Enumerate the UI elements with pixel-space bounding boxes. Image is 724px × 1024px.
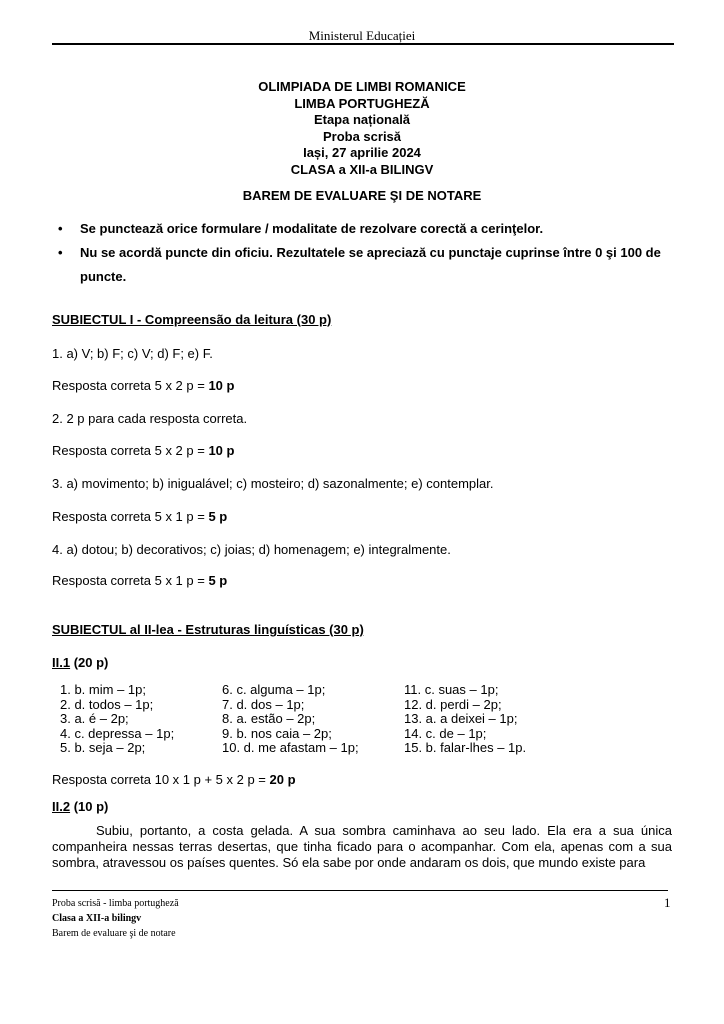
answer-item: 9. b. nos caia – 2p; [222,725,332,741]
answer-2: 2. 2 p para cada resposta correta. [52,411,248,426]
section-label: II.1 [52,655,71,670]
score-line-1 [52,378,234,393]
section-ii2-heading [52,799,108,814]
bullet-icon: • [58,221,63,236]
score-line-ii1 [52,772,296,787]
text-paragraph: Subiu, portanto, a costa gelada. A sua sombra caminhava ao seu lado. Ela era a sua única companheira nessas terras desertas, que tinha ficado para o acompanhar. Com ela, apenas com a sua sombra, atravessou os países quentes. Só ela sabe por onde andaram os dois, que mundo existe para [52,823,672,870]
answer-item: 3. a. é – 2p; [60,711,129,726]
answer-item: 2. d. todos – 1p; [60,696,154,712]
answer-item: 10. d. me afastam – 1p; [222,740,359,755]
title-line: CLASA a XII-a BILINGV [290,161,434,177]
score-formula: Resposta correta 5 x 1 p = [52,509,209,524]
subject-2-heading: SUBIECTUL al II-lea - Estruturas linguísticas (30 p) [52,622,364,637]
answer-item: 12. d. perdi – 2p; [404,696,502,712]
answer-item: 8. a. estão – 2p; [222,711,316,726]
section-points: (20 p) [70,655,109,670]
ministry-header: Ministerul Educației [308,28,416,43]
instruction-item [52,241,674,289]
page-number: 1 [664,895,671,910]
instruction-item [52,217,674,241]
title-line: OLIMPIADA DE LIMBI ROMANICE [258,79,466,94]
answer-item: 13. a. a deixei – 1p; [404,711,518,726]
score-total: 20 p [269,772,296,787]
score-line-4 [52,573,227,588]
general-instructions [52,217,674,289]
score-formula: Resposta correta 5 x 2 p = [52,378,209,393]
score-total: 10 p [208,378,235,393]
score-formula: Resposta correta 5 x 2 p = [52,443,209,458]
answer-item: 5. b. seja – 2p; [60,740,146,755]
section-ii1-heading [52,655,108,670]
footer-line: Clasa a XII-a bilingv [52,913,142,924]
answer-item: 15. b. falar-lhes – 1p. [404,740,527,755]
answer-item: 14. c. de – 1p; [404,725,487,741]
answer-column [222,683,359,756]
bullet-icon: • [58,245,63,260]
barem-heading: BAREM DE EVALUARE ŞI DE NOTARE [242,188,482,203]
answer-item: 6. c. alguma – 1p; [222,682,326,697]
footer-divider [52,890,668,891]
answer-4: 4. a) dotou; b) decorativos; c) joias; d) homenagem; e) integralmente. [52,542,451,557]
score-formula: Resposta correta 5 x 1 p = [52,573,209,588]
title-line: Proba scrisă [322,128,402,144]
section-label: II.2 [52,799,71,814]
score-line-2 [52,443,234,458]
answer-column [404,683,526,756]
answer-item: 4. c. depressa – 1p; [60,725,175,741]
title-line: LIMBA PORTUGHEZĂ [294,95,430,111]
instruction-text: Nu se acordă puncte din oficiu. Rezultatele se apreciază cu punctaje cuprinse între 0 şi 100 de puncte. [80,245,661,284]
header-divider [52,43,674,45]
answer-column [60,683,174,756]
section-points: (10 p) [70,799,109,814]
document-title [0,79,724,178]
footer-line: Proba scrisă - limba portugheză [52,898,179,909]
footer [52,896,179,941]
score-total: 5 p [208,573,228,588]
answer-item: 7. d. dos – 1p; [222,696,305,712]
answer-item: 1. b. mim – 1p; [60,682,146,697]
answer-3: 3. a) movimento; b) inigualável; c) mosteiro; d) sazonalmente; e) contemplar. [52,476,494,491]
score-line-3 [52,509,227,524]
footer-line: Barem de evaluare şi de notare [52,928,176,939]
title-line: Iași, 27 aprilie 2024 [303,145,421,160]
subject-1-heading: SUBIECTUL I - Compreensão da leitura (30 p) [52,312,332,327]
instruction-text: Se punctează orice formulare / modalitate de rezolvare corectă a cerinţelor. [80,221,544,236]
score-total: 5 p [208,509,228,524]
score-total: 10 p [208,443,235,458]
answer-1: 1. a) V; b) F; c) V; d) F; e) F. [52,346,213,361]
score-formula: Resposta correta 10 x 1 p + 5 x 2 p = [52,772,270,787]
answer-item: 11. c. suas – 1p; [404,682,499,697]
title-line: Etapa națională [313,112,411,127]
